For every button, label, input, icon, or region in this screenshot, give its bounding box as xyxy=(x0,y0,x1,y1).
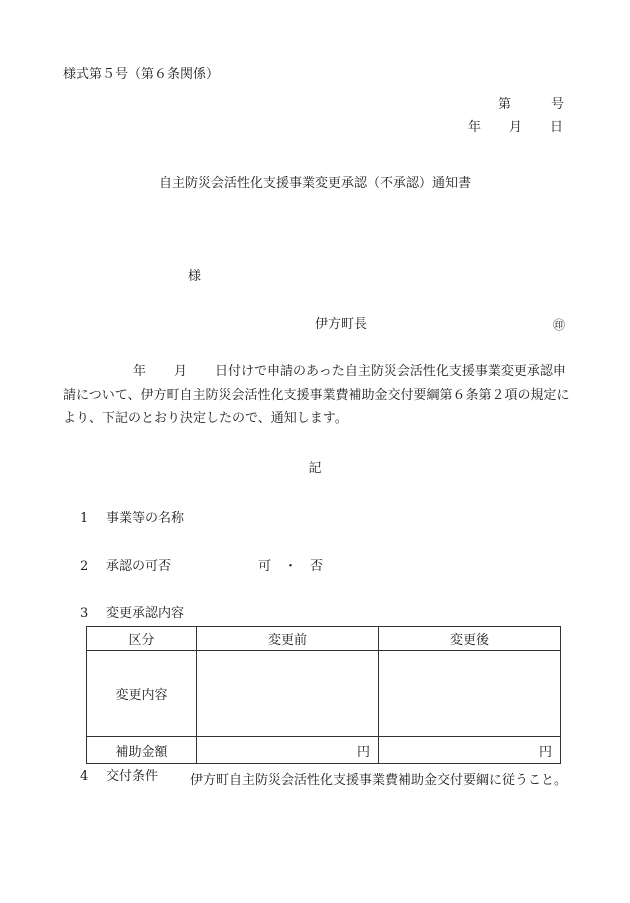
number-suffix: 号 xyxy=(551,97,565,112)
date-month: 月 xyxy=(509,120,523,135)
body-text: 日付けで申請のあった自主防災会活性化支援事業変更承認申請について、伊方町自主防災会活性化支援事業費補助金交付要綱第６条第２項の規定により、下記のとおり決定したので、通知します。 xyxy=(63,364,570,426)
body-year: 年 xyxy=(133,364,147,379)
table-header-row xyxy=(87,627,561,651)
item-number: 1 xyxy=(80,511,89,526)
header-after: 変更後 xyxy=(379,627,561,651)
item-label: 交付条件 xyxy=(106,769,159,784)
item-project-name xyxy=(80,510,184,528)
table-row xyxy=(87,737,561,764)
row-label-content: 変更内容 xyxy=(87,651,197,737)
date-year: 年 xyxy=(468,120,482,135)
form-identifier: 様式第５号（第６条関係） xyxy=(63,67,220,82)
document-title: 自主防災会活性化支援事業変更承認（不承認）通知書 xyxy=(158,176,471,191)
cell-after-content xyxy=(379,651,561,737)
item-label: 事業等の名称 xyxy=(106,511,185,526)
table-row xyxy=(87,651,561,737)
date-day: 日 xyxy=(550,120,564,135)
item-conditions xyxy=(80,768,158,786)
item-number: 3 xyxy=(80,606,89,621)
item-number: 2 xyxy=(80,559,89,574)
item-label: 承認の可否 xyxy=(106,559,172,574)
header-before: 変更前 xyxy=(197,627,379,651)
item-number: 4 xyxy=(80,769,89,784)
body-paragraph xyxy=(63,360,573,431)
addressee-suffix: 様 xyxy=(188,269,202,284)
row-label-amount: 補助金額 xyxy=(87,737,197,764)
seal-mark: ㊞ xyxy=(553,318,566,332)
conditions-text: 伊方町自主防災会活性化支援事業費補助金交付要綱に従うこと。 xyxy=(190,773,568,788)
item-change-content xyxy=(80,605,184,623)
change-table xyxy=(86,626,561,764)
number-prefix: 第 xyxy=(498,97,512,112)
cell-before-amount: 円 xyxy=(197,737,379,764)
approval-choice: 可 ・ 否 xyxy=(258,559,324,574)
sender-name: 伊方町長 xyxy=(315,317,368,332)
item-approval xyxy=(80,558,171,576)
ki-heading: 記 xyxy=(308,461,322,476)
cell-after-amount: 円 xyxy=(379,737,561,764)
document-number xyxy=(498,96,564,114)
header-category: 区分 xyxy=(87,627,197,651)
item-label: 変更承認内容 xyxy=(106,606,185,621)
issue-date xyxy=(468,119,563,137)
body-month: 月 xyxy=(174,364,188,379)
cell-before-content xyxy=(197,651,379,737)
